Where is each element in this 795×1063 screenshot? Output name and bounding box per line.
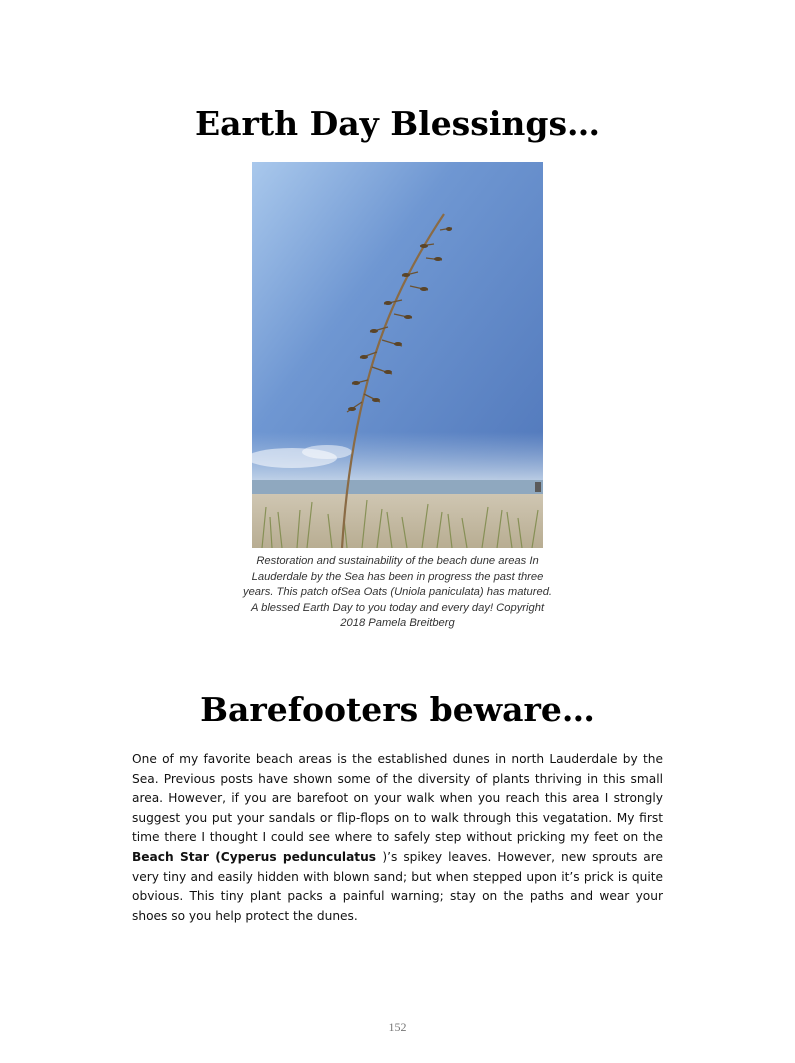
body-text-bold-species: Beach Star (Cyperus pedunculatus [132, 849, 383, 864]
sea-oats-photo [252, 162, 543, 548]
body-paragraph [132, 750, 663, 926]
sea-oats-photo-image [252, 162, 543, 548]
section-title-barefooters: Barefooters beware… [200, 690, 595, 729]
page-number: 152 [388, 1020, 407, 1034]
photo-caption: Restoration and sustainability of the beach dune areas In Lauderdale by the Sea has been in progress the past three years. This patch ofSea Oats (Uniola paniculata) has matured. A blessed Earth Day to you today and every day! Copyright 2018 Pamela Breitberg [242, 555, 553, 630]
section-title-earth-day: Earth Day Blessings… [194, 104, 601, 143]
body-text-part2: )’s spikey leaves. However, new sprouts are very tiny and easily hidden with blown sand; but when stepped upon it’s prick is quite obvious. This tiny plant packs a painful warning; stay on the paths and wear your shoes so you help protect the dunes. [132, 849, 663, 923]
body-text-part1: One of my favorite beach areas is the established dunes in north Lauderdale by the Sea. Previous posts have shown some of the diversity of plants thriving in this small area. However, if you are barefoot on your walk when you reach this area I strongly suggest you put your sandals or flip-flops on to walk through this vegatation. My first time there I thought I could see where to safely step without pricking my feet on the [132, 752, 663, 845]
